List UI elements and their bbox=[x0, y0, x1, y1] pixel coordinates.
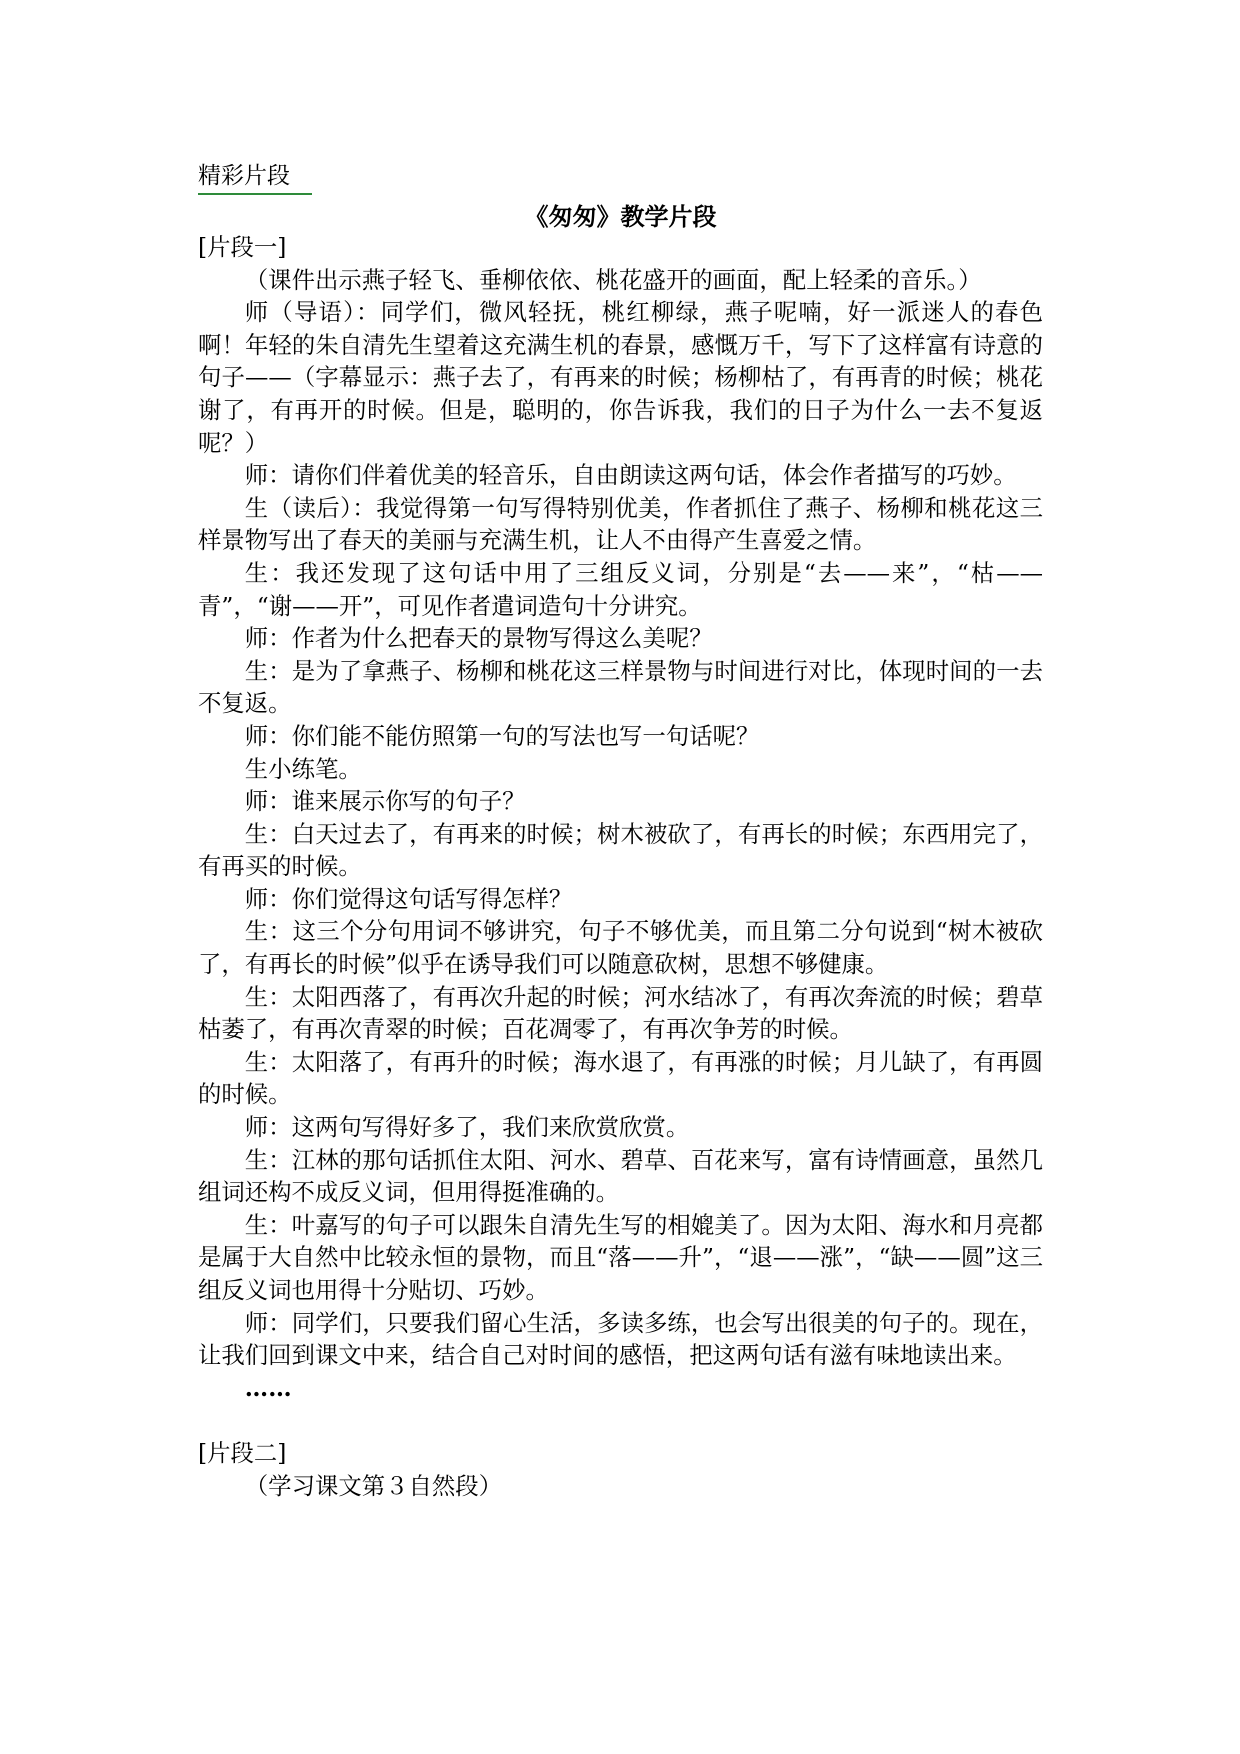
segment-heading-1: [片段一] bbox=[198, 233, 287, 261]
paragraph: 生：这三个分句用词不够讲究，句子不够优美，而且第二分句说到“树木被砍了，有再长的时候”似乎在诱导我们可以随意砍树，思想不够健康。 bbox=[198, 917, 1043, 979]
paragraph: 生（读后）：我觉得第一句写得特别优美，作者抓住了燕子、杨柳和桃花这三样景物写出了春天的美丽与充满生机，让人不由得产生喜爱之情。 bbox=[198, 493, 1043, 555]
paragraph: 生：是为了拿燕子、杨柳和桃花这三样景物与时间进行对比，体现时间的一去不复返。 bbox=[198, 656, 1043, 718]
paragraph: 师：同学们，只要我们留心生活，多读多练，也会写出很美的句子的。现在，让我们回到课文中来，结合自己对时间的感悟，把这两句话有滋有味地读出来。 bbox=[198, 1308, 1043, 1370]
paragraph: 师：你们觉得这句话写得怎样？ bbox=[244, 884, 573, 913]
paragraph: 师：你们能不能仿照第一句的写法也写一句话呢？ bbox=[244, 721, 760, 750]
paragraph: 生：我还发现了这句话中用了三组反义词，分别是“去——来”，“枯——青”，“谢——开”，可见作者遣词造句十分讲究。 bbox=[198, 558, 1043, 620]
ellipsis: …… bbox=[244, 1373, 292, 1402]
paragraph: 生：白天过去了，有再来的时候；树木被砍了，有再长的时候；东西用完了，有再买的时候。 bbox=[198, 819, 1043, 881]
paragraph: 师：请你们伴着优美的轻音乐，自由朗读这两句话，体会作者描写的巧妙。 bbox=[244, 461, 1017, 490]
paragraph: 生：叶嘉写的句子可以跟朱自清先生写的相媲美了。因为太阳、海水和月亮都是属于大自然中比较永恒的景物，而且“落——升”，“退——涨”，“缺——圆”这三组反义词也用得十分贴切、巧妙。 bbox=[198, 1210, 1043, 1304]
paragraph: （课件出示燕子轻飞、垂柳依依、桃花盛开的画面，配上轻柔的音乐。） bbox=[244, 265, 982, 294]
paragraph: 师：作者为什么把春天的景物写得这么美呢？ bbox=[244, 624, 713, 653]
paragraph: 师：这两句写得好多了，我们来欣赏欣赏。 bbox=[244, 1113, 690, 1142]
paragraph: （学习课文第３自然段） bbox=[244, 1471, 503, 1500]
paragraph: 师（导语）：同学们，微风轻抚，桃红柳绿，燕子呢喃，好一派迷人的春色啊！年轻的朱自清先生望着这充满生机的春景，感慨万千，写下了这样富有诗意的句子——（字幕显示：燕子去了，有再来的时候；杨柳枯了，有再青的时候；桃花谢了，有再开的时候。但是，聪明的，你告诉我，我们的日子为什么一去不复返呢？） bbox=[198, 298, 1043, 457]
document-body bbox=[198, 231, 1043, 1502]
document-title: 《匆匆》教学片段 bbox=[524, 202, 717, 231]
spacer bbox=[198, 1404, 1043, 1437]
paragraph: 生：江林的那句话抓住太阳、河水、碧草、百花来写，富有诗情画意，虽然几组词还构不成反义词，但用得挺准确的。 bbox=[198, 1145, 1043, 1207]
paragraph: 生小练笔。 bbox=[244, 754, 362, 783]
paragraph: 生：太阳西落了，有再次升起的时候；河水结冰了，有再次奔流的时候；碧草枯萎了，有再次青翠的时候；百花凋零了，有再次争芳的时候。 bbox=[198, 982, 1043, 1044]
header-label: 精彩片段 bbox=[198, 160, 312, 195]
paragraph: 师：谁来展示你写的句子？ bbox=[244, 787, 526, 816]
paragraph: 生：太阳落了，有再升的时候；海水退了，有再涨的时候；月儿缺了，有再圆的时候。 bbox=[198, 1047, 1043, 1109]
segment-heading-2: [片段二] bbox=[198, 1438, 287, 1467]
